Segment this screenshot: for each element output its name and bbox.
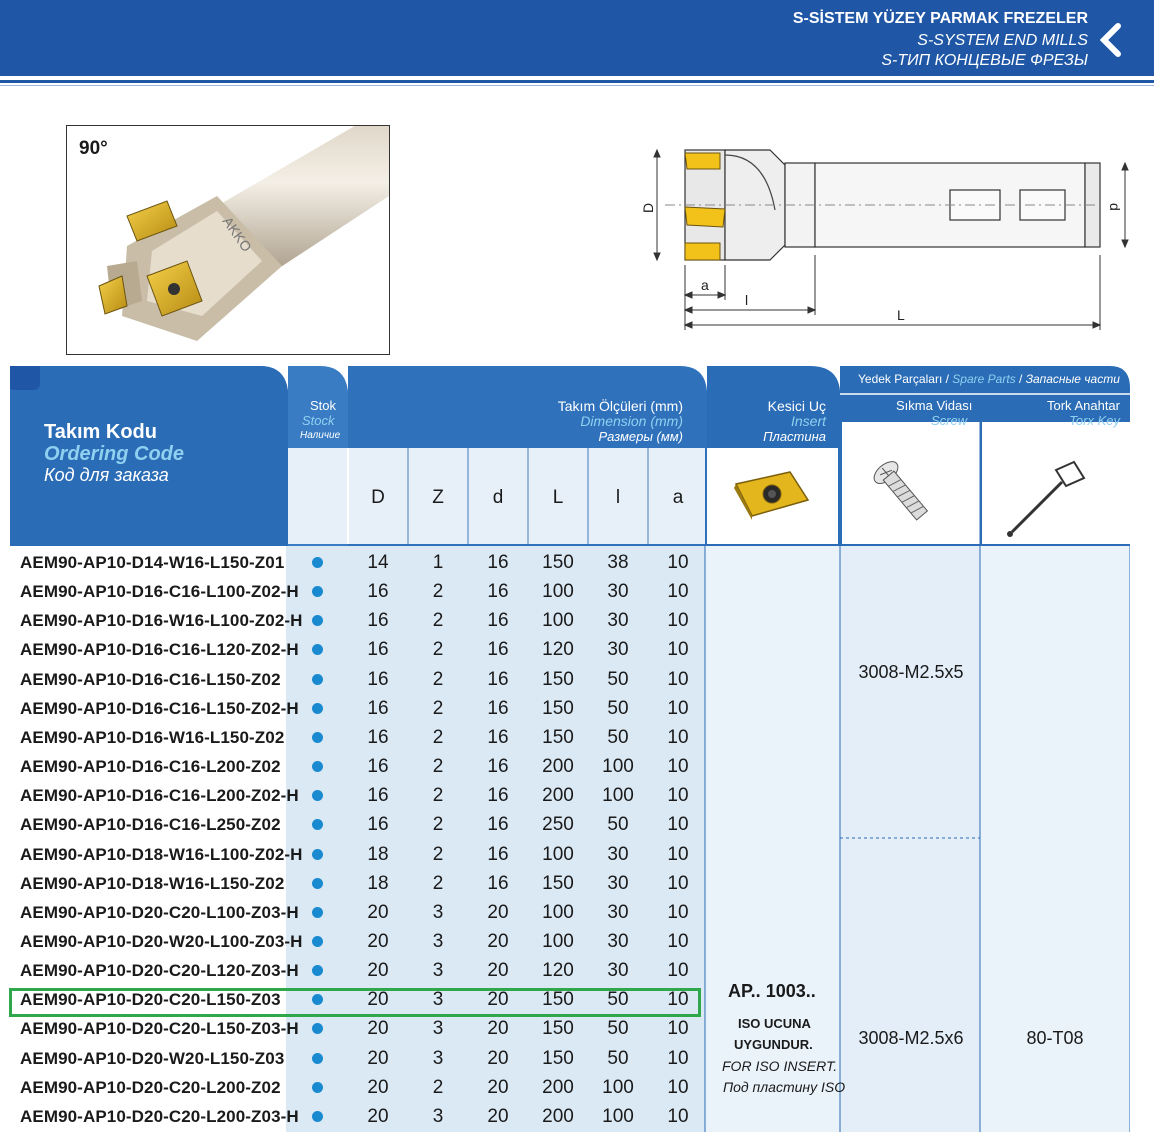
screw-icon	[868, 456, 940, 532]
end-mill-picture	[67, 126, 389, 354]
cell-a: 10	[667, 960, 689, 981]
cell-a: 10	[667, 552, 689, 573]
cell-a: 10	[667, 1048, 689, 1069]
cell-Z: 1	[432, 552, 444, 573]
dim-header-en: Dimension (mm)	[580, 413, 683, 429]
cell-l: 50	[607, 698, 629, 719]
cell-D: 20	[367, 902, 389, 923]
cell-a: 10	[667, 844, 689, 865]
cell-l: 100	[602, 785, 634, 806]
cell-L: 200	[542, 1077, 574, 1098]
cell-L: 100	[542, 581, 574, 602]
code-header-en: Ordering Code	[44, 443, 185, 465]
insert-header-tr: Kesici Uç	[767, 398, 826, 414]
ordering-code: AEM90-AP10-D18-W16-L150-Z02	[20, 874, 285, 893]
cell-Z: 2	[432, 669, 444, 690]
screw-value-2: 3008-M2.5x6	[858, 1028, 964, 1048]
cell-a: 10	[667, 931, 689, 952]
col-header-D: D	[371, 487, 385, 508]
cell-Z: 2	[432, 756, 444, 777]
stock-indicator	[312, 674, 323, 685]
cell-a: 10	[667, 698, 689, 719]
stock-indicator	[312, 1111, 323, 1122]
dim-a-label: a	[701, 277, 709, 293]
insert-note-tr1: ISO UCUNA	[738, 1016, 811, 1031]
cell-d: 16	[487, 814, 509, 835]
product-photo	[66, 125, 390, 355]
dim-l-label: l	[745, 292, 749, 308]
cell-L: 200	[542, 756, 574, 777]
cell-Z: 3	[432, 1106, 444, 1127]
cell-l: 30	[607, 960, 629, 981]
cell-L: 150	[542, 698, 574, 719]
cell-L: 100	[542, 610, 574, 631]
cell-Z: 3	[432, 989, 444, 1010]
cell-d: 20	[487, 989, 509, 1010]
screw-header-ru: Зажимной винт	[880, 429, 978, 444]
stock-indicator	[312, 761, 323, 772]
code-header-tr: Takım Kodu	[44, 421, 157, 443]
cell-l: 50	[607, 814, 629, 835]
cell-d: 16	[487, 669, 509, 690]
ordering-code: AEM90-AP10-D16-C16-L200-Z02	[20, 757, 281, 776]
stock-indicator	[312, 1082, 323, 1093]
col-header-Z: Z	[432, 487, 444, 508]
cell-d: 16	[487, 698, 509, 719]
cell-a: 10	[667, 581, 689, 602]
key-header-en: Torx Key	[1069, 413, 1120, 428]
stock-indicator	[312, 907, 323, 918]
cell-D: 16	[367, 610, 389, 631]
cell-Z: 2	[432, 844, 444, 865]
cell-L: 120	[542, 960, 574, 981]
stock-header-tr: Stok	[310, 398, 337, 413]
insert-note-en: FOR ISO INSERT.	[722, 1058, 838, 1074]
cell-d: 20	[487, 931, 509, 952]
cell-d: 20	[487, 1077, 509, 1098]
cell-D: 20	[367, 1018, 389, 1039]
cell-l: 50	[607, 1018, 629, 1039]
cell-d: 16	[487, 639, 509, 660]
ordering-code: AEM90-AP10-D20-W20-L150-Z03	[20, 1049, 285, 1068]
ordering-code: AEM90-AP10-D20-C20-L200-Z02	[20, 1078, 281, 1097]
cell-d: 16	[487, 785, 509, 806]
col-header-l: l	[615, 487, 621, 508]
ordering-code: AEM90-AP10-D16-C16-L200-Z02-H	[20, 786, 299, 805]
header-title-ru: S-ТИП КОНЦЕВЫЕ ФРЕЗЫ	[881, 52, 1088, 69]
cell-l: 30	[607, 639, 629, 660]
cell-D: 20	[367, 1106, 389, 1127]
spare-header-ru: Запасные части	[1025, 372, 1120, 386]
cell-l: 50	[607, 669, 629, 690]
ordering-code: AEM90-AP10-D16-W16-L100-Z02-H	[20, 611, 303, 630]
cell-a: 10	[667, 785, 689, 806]
key-header-tr: Tork Anahtar	[1047, 398, 1120, 413]
cell-D: 14	[367, 552, 389, 573]
screw-header-en: Screw	[931, 413, 968, 428]
cell-D: 20	[367, 931, 389, 952]
spare-parts-header: Yedek Parçaları / Spare Parts / Запасные части	[858, 372, 1120, 386]
stock-indicator	[312, 965, 323, 976]
cell-D: 16	[367, 756, 389, 777]
cell-L: 150	[542, 873, 574, 894]
cell-L: 200	[542, 785, 574, 806]
torx-key-value: 80-T08	[1026, 1028, 1084, 1048]
cell-L: 150	[542, 989, 574, 1010]
dim-L-label: L	[897, 307, 905, 323]
header-rule	[0, 80, 1154, 83]
cell-Z: 3	[432, 1048, 444, 1069]
cell-Z: 2	[432, 639, 444, 660]
key-header-ru: Torx Ключ	[1060, 429, 1120, 444]
cell-a: 10	[667, 1018, 689, 1039]
stock-indicator	[312, 790, 323, 801]
header-title-tr: S-SİSTEM YÜZEY PARMAK FREZELER	[792, 10, 1088, 27]
code-header-ru: Код для заказа	[44, 465, 169, 485]
ordering-code: AEM90-AP10-D18-W16-L100-Z02-H	[20, 845, 303, 864]
cell-D: 20	[367, 1048, 389, 1069]
cell-d: 20	[487, 1048, 509, 1069]
cell-d: 20	[487, 1106, 509, 1127]
cell-Z: 2	[432, 1077, 444, 1098]
stock-indicator	[312, 703, 323, 714]
cell-D: 16	[367, 814, 389, 835]
screw-value-1: 3008-M2.5x5	[858, 662, 964, 682]
cell-D: 20	[367, 1077, 389, 1098]
cell-a: 10	[667, 989, 689, 1010]
cell-D: 16	[367, 785, 389, 806]
cell-L: 120	[542, 639, 574, 660]
stock-indicator	[312, 586, 323, 597]
cell-d: 20	[487, 902, 509, 923]
dim-header-ru: Размеры (мм)	[598, 429, 683, 444]
cell-a: 10	[667, 756, 689, 777]
cell-D: 20	[367, 960, 389, 981]
cell-Z: 3	[432, 960, 444, 981]
cell-l: 50	[607, 989, 629, 1010]
ordering-code: AEM90-AP10-D16-C16-L120-Z02-H	[20, 640, 299, 659]
cell-D: 16	[367, 581, 389, 602]
cell-l: 30	[607, 902, 629, 923]
cell-l: 100	[602, 756, 634, 777]
ordering-code: AEM90-AP10-D20-W20-L100-Z03-H	[20, 932, 303, 951]
cell-Z: 2	[432, 785, 444, 806]
cell-L: 150	[542, 1048, 574, 1069]
cell-L: 150	[542, 727, 574, 748]
cell-a: 10	[667, 639, 689, 660]
stock-indicator	[312, 732, 323, 743]
ordering-code: AEM90-AP10-D20-C20-L200-Z03-H	[20, 1107, 299, 1126]
stock-indicator	[312, 615, 323, 626]
cell-L: 150	[542, 552, 574, 573]
back-chevron-icon[interactable]	[1096, 20, 1126, 60]
ordering-code: AEM90-AP10-D16-C16-L150-Z02	[20, 670, 281, 689]
stock-indicator	[312, 878, 323, 889]
cell-l: 30	[607, 610, 629, 631]
cell-a: 10	[667, 610, 689, 631]
cell-Z: 2	[432, 610, 444, 631]
cell-Z: 3	[432, 1018, 444, 1039]
cell-l: 100	[602, 1077, 634, 1098]
cell-L: 250	[542, 814, 574, 835]
cell-l: 30	[607, 873, 629, 894]
ordering-code: AEM90-AP10-D16-W16-L150-Z02	[20, 728, 285, 747]
dim-d-label: d	[1107, 203, 1123, 211]
stock-header-en: Stock	[302, 413, 335, 428]
cell-D: 20	[367, 989, 389, 1010]
ordering-code: AEM90-AP10-D16-C16-L250-Z02	[20, 815, 281, 834]
cell-D: 18	[367, 873, 389, 894]
insert-code: AP.. 1003..	[728, 981, 816, 1001]
cell-D: 16	[367, 669, 389, 690]
cell-Z: 3	[432, 931, 444, 952]
cell-D: 16	[367, 727, 389, 748]
cell-L: 100	[542, 931, 574, 952]
screw-header-tr: Sıkma Vidası	[896, 398, 973, 413]
cell-Z: 3	[432, 902, 444, 923]
ordering-code: AEM90-AP10-D20-C20-L100-Z03-H	[20, 903, 299, 922]
cell-l: 100	[602, 1106, 634, 1127]
insert-note-ru: Под пластину ISO	[723, 1079, 846, 1095]
cell-L: 200	[542, 1106, 574, 1127]
technical-drawing	[635, 135, 1140, 335]
torx-key-icon	[1000, 456, 1088, 538]
cell-L: 100	[542, 902, 574, 923]
header-title-en: S-SYSTEM END MILLS	[917, 32, 1088, 49]
ordering-code: AEM90-AP10-D14-W16-L150-Z01	[20, 553, 285, 572]
cell-l: 50	[607, 1048, 629, 1069]
cell-L: 150	[542, 669, 574, 690]
cell-l: 30	[607, 581, 629, 602]
stock-indicator	[312, 936, 323, 947]
selected-row-highlight	[9, 988, 701, 1017]
col-header-a: a	[672, 487, 684, 508]
cell-d: 16	[487, 581, 509, 602]
cell-l: 30	[607, 931, 629, 952]
cell-Z: 2	[432, 727, 444, 748]
cell-L: 150	[542, 1018, 574, 1039]
cell-D: 16	[367, 698, 389, 719]
photo-engraving: AKKO	[219, 213, 255, 255]
dim-header-tr: Takım Ölçüleri (mm)	[557, 398, 683, 414]
cell-d: 16	[487, 727, 509, 748]
cell-d: 16	[487, 844, 509, 865]
cell-Z: 2	[432, 873, 444, 894]
cell-a: 10	[667, 1077, 689, 1098]
stock-indicator	[312, 644, 323, 655]
cell-a: 10	[667, 902, 689, 923]
stock-indicator	[312, 557, 323, 568]
header-rule-thin	[0, 85, 1154, 86]
ordering-code: AEM90-AP10-D20-C20-L150-Z03-H	[20, 1019, 299, 1038]
ordering-code: AEM90-AP10-D20-C20-L120-Z03-H	[20, 961, 299, 980]
cell-a: 10	[667, 669, 689, 690]
cell-a: 10	[667, 1106, 689, 1127]
stock-indicator	[312, 1053, 323, 1064]
dim-D-label: D	[640, 202, 656, 213]
ordering-code: AEM90-AP10-D20-C20-L150-Z03	[20, 990, 281, 1009]
insert-icon	[728, 466, 814, 522]
stock-indicator	[312, 1023, 323, 1034]
cell-l: 30	[607, 844, 629, 865]
angle-label: 90°	[79, 138, 108, 159]
cell-d: 16	[487, 552, 509, 573]
cell-d: 16	[487, 610, 509, 631]
col-header-L: L	[552, 487, 564, 508]
cell-a: 10	[667, 873, 689, 894]
insert-header-ru: Пластина	[763, 429, 826, 444]
col-header-d: d	[492, 487, 504, 508]
cell-l: 50	[607, 727, 629, 748]
cell-a: 10	[667, 814, 689, 835]
cell-d: 20	[487, 1018, 509, 1039]
cell-d: 16	[487, 873, 509, 894]
cell-D: 16	[367, 639, 389, 660]
stock-header-ru: Наличие	[300, 430, 341, 441]
cell-l: 38	[607, 552, 629, 573]
cell-Z: 2	[432, 581, 444, 602]
cell-d: 20	[487, 960, 509, 981]
cell-d: 16	[487, 756, 509, 777]
cell-D: 18	[367, 844, 389, 865]
cell-Z: 2	[432, 698, 444, 719]
ordering-code: AEM90-AP10-D16-C16-L150-Z02-H	[20, 699, 299, 718]
insert-header-en: Insert	[790, 413, 826, 429]
cell-L: 100	[542, 844, 574, 865]
cell-a: 10	[667, 727, 689, 748]
ordering-code: AEM90-AP10-D16-C16-L100-Z02-H	[20, 582, 299, 601]
cell-Z: 2	[432, 814, 444, 835]
spare-header-en: Spare Parts	[952, 372, 1016, 386]
spare-header-tr: Yedek Parçaları	[858, 372, 943, 386]
insert-note-tr2: UYGUNDUR.	[734, 1037, 813, 1052]
stock-indicator	[312, 819, 323, 830]
stock-indicator	[312, 849, 323, 860]
